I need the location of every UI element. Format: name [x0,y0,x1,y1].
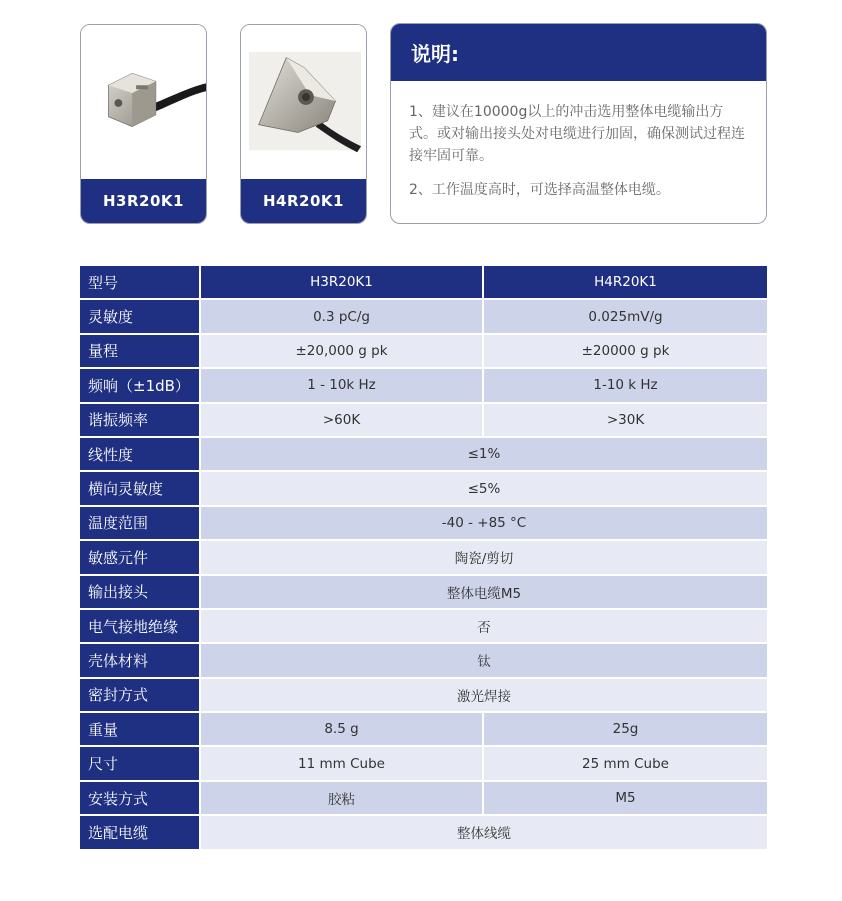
row-value-h3r20k1: 11 mm Cube [201,747,484,781]
row-value-h4r20k1: ±20000 g pk [484,335,767,369]
note-item: 1、建议在10000g以上的冲击选用整体电缆输出方式。或对输出接头处对电缆进行加固，确保测试过程连接牢固可靠。 [409,104,745,164]
row-value-h3r20k1: 1 - 10k Hz [201,369,484,403]
row-label: 尺寸 [80,747,201,781]
row-label: 重量 [80,713,201,747]
row-label: 频响（±1dB） [80,369,201,403]
table-row [80,541,767,575]
table-row [80,335,767,369]
table-row [80,644,767,678]
row-label: 谐振频率 [80,404,201,438]
table-row [80,300,767,334]
table-row [80,747,767,781]
table-row [80,713,767,747]
row-value-shared: 陶瓷/剪切 [201,541,767,575]
row-value-shared: 钛 [201,644,767,678]
table-row [80,404,767,438]
row-label: 灵敏度 [80,300,201,334]
row-value-h3r20k1: 0.3 pC/g [201,300,484,334]
product-caption: H4R20K1 [241,179,366,223]
table-row [80,816,767,850]
row-label: 横向灵敏度 [80,472,201,506]
table-row [80,576,767,610]
model-h3r20k1-header: H3R20K1 [201,266,484,300]
row-value-shared: ≤1% [201,438,767,472]
table-row [80,369,767,403]
h3r20k1-sensor-image [81,25,206,181]
notes-title: 说明: [391,24,766,81]
row-value-shared: 整体电缆M5 [201,576,767,610]
row-value-h3r20k1: ±20,000 g pk [201,335,484,369]
table-row [80,782,767,816]
row-value-h3r20k1: >60K [201,404,484,438]
row-label: 密封方式 [80,679,201,713]
row-label: 量程 [80,335,201,369]
row-label: 选配电缆 [80,816,201,850]
row-label: 敏感元件 [80,541,201,575]
row-value-h4r20k1: M5 [484,782,767,816]
row-value-h3r20k1: 胶粘 [201,782,484,816]
row-value-shared: 激光焊接 [201,679,767,713]
table-row [80,438,767,472]
table-row [80,679,767,713]
table-row [80,472,767,506]
table-header-row [80,266,767,300]
row-label: 温度范围 [80,507,201,541]
row-value-h4r20k1: 25 mm Cube [484,747,767,781]
note-item: 2、工作温度高时，可选择高温整体电缆。 [409,182,670,198]
h4r20k1-sensor-image [241,25,366,181]
row-value-h4r20k1: 0.025mV/g [484,300,767,334]
spec-table [80,266,767,851]
product-card-h4r20k1 [240,24,367,224]
table-row [80,507,767,541]
product-card-h3r20k1 [80,24,207,224]
row-label: 输出接头 [80,576,201,610]
row-label: 线性度 [80,438,201,472]
row-value-h4r20k1: >30K [484,404,767,438]
notes-panel [390,23,767,224]
row-label: 电气接地绝缘 [80,610,201,644]
table-row [80,610,767,644]
row-value-shared: 整体线缆 [201,816,767,850]
row-value-shared: ≤5% [201,472,767,506]
row-value-h4r20k1: 1-10 k Hz [484,369,767,403]
model-h4r20k1-header: H4R20K1 [484,266,767,300]
row-value-shared: -40 - +85 °C [201,507,767,541]
row-value-shared: 否 [201,610,767,644]
notes-body [391,81,766,201]
row-value-h4r20k1: 25g [484,713,767,747]
row-label: 型号 [80,266,201,300]
product-caption: H3R20K1 [81,179,206,223]
row-label: 壳体材料 [80,644,201,678]
row-value-h3r20k1: 8.5 g [201,713,484,747]
row-label: 安装方式 [80,782,201,816]
